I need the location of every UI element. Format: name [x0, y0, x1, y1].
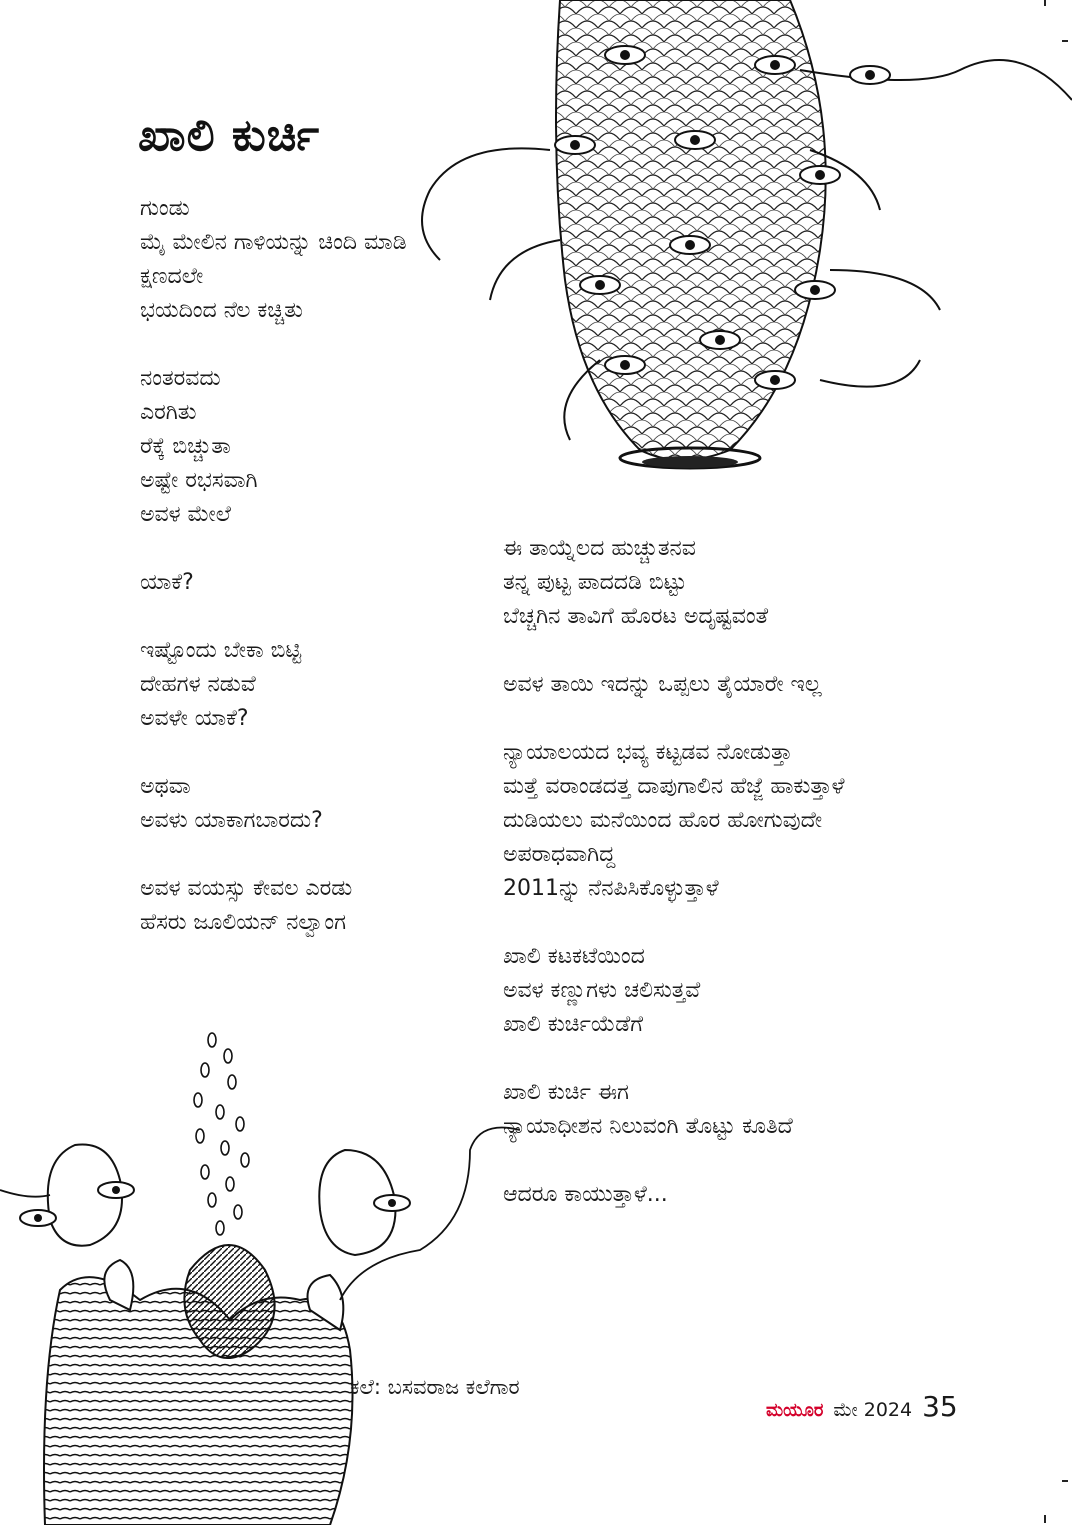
crop-mark [1044, 1515, 1046, 1523]
stanza [503, 532, 973, 634]
crop-mark [1062, 1480, 1068, 1482]
art-credit: ಕಲೆ: ಬಸವರಾಜ ಕಲೆಗಾರ [350, 1375, 520, 1399]
poem-line: 2011ನ್ನು ನೆನಪಿಸಿಕೊಳ್ಳುತ್ತಾಳೆ [503, 876, 719, 901]
poem-line: ಅಥವಾ [140, 774, 191, 799]
poem-line: ಆದರೂ ಕಾಯುತ್ತಾಳೆ... [503, 1182, 668, 1207]
poem-line: ತನ್ನ ಪುಟ್ಟ ಪಾದದಡಿ ಬಿಟ್ಟು [503, 570, 687, 595]
poem-line: ಖಾಲಿ ಕುರ್ಚಿಯೆಡೆಗೆ [503, 1012, 643, 1037]
poem-line: ಭಯದಿಂದ ನೆಲ ಕಚ್ಚಿತು [140, 298, 303, 323]
poem-line: ಬೆಚ್ಚಗಿನ ತಾವಿಗೆ ಹೊರಟ ಅದೃಷ್ಟವಂತೆ [503, 604, 769, 629]
poem-line: ದುಡಿಯಲು ಮನೆಯಿಂದ ಹೊರ ಹೋಗುವುದೇ [503, 808, 823, 833]
poem-line: ಮತ್ತೆ ವರಾಂಡದತ್ತ ದಾಪುಗಾಲಿನ ಹೆಜ್ಜೆ ಹಾಕುತ್ತಾಳೆ [503, 774, 845, 799]
stanza [503, 668, 973, 702]
poem-line: ಮೈ ಮೇಲಿನ ಗಾಳಿಯನ್ನು ಚಿಂದಿ ಮಾಡಿ [140, 230, 407, 255]
stanza [140, 634, 520, 736]
poem-line: ಅಷ್ಟೇ ರಭಸವಾಗಿ [140, 468, 258, 493]
poem-line: ಅವಳ ತಾಯಿ ಇದನ್ನು ಒಪ್ಪಲು ತೈಯಾರೇ ಇಲ್ಲ [503, 672, 822, 697]
poem-line: ಅವಳು ಯಾಕಾಗಬಾರದು? [140, 808, 323, 833]
poem-line: ಅವಳೇ ಯಾಕೆ? [140, 706, 249, 731]
stanza [140, 872, 520, 940]
stanza [503, 736, 973, 906]
stanza [140, 770, 520, 838]
poem-title: ಖಾಲಿ ಕುರ್ಚಿ [138, 110, 321, 161]
poem-column-right [503, 532, 973, 1246]
poem-line: ರೆಕ್ಕೆ ಬಿಚ್ಚುತಾ [140, 434, 231, 459]
poem-line: ಅವಳ ಕಣ್ಣುಗಳು ಚಲಿಸುತ್ತವೆ [503, 978, 701, 1003]
issue-date: ಮೇ 2024 [833, 1399, 913, 1421]
poem-line: ಯಾಕೆ? [140, 570, 194, 595]
stanza [503, 1178, 973, 1212]
poem-line: ಕ್ಷಣದಲೇ [140, 264, 204, 289]
poem-line: ಅವಳ ವಯಸ್ಸು ಕೇವಲ ಎರಡು [140, 876, 353, 901]
illustration-figure-faces [0, 1020, 520, 1525]
poem-line: ಗುಂಡು [140, 196, 190, 221]
stanza [140, 192, 520, 328]
poem-line: ನಂತರವದು [140, 366, 221, 391]
poem-line: ಎರಗಿತು [140, 400, 197, 425]
poem-line: ಇಷ್ಟೊಂದು ಬೇಕಾ ಬಿಟ್ಟಿ [140, 638, 302, 663]
stanza [503, 1076, 973, 1144]
magazine-logo: ಮಯೂರ [766, 1400, 824, 1421]
stanza [140, 362, 520, 532]
page-number: 35 [922, 1390, 958, 1423]
poem-line: ಖಾಲಿ ಕಟಕಟೆಯಿಂದ [503, 944, 645, 969]
poem-line: ನ್ಯಾಯಾಲಯದ ಭವ್ಯ ಕಟ್ಟಡವ ನೋಡುತ್ತಾ [503, 740, 793, 765]
poem-line: ದೇಹಗಳ ನಡುವೆ [140, 672, 256, 697]
stanza [503, 940, 973, 1042]
poem-line: ಹೆಸರು ಜೂಲಿಯನ್ ನಲ್ವಾಂಗ [140, 910, 347, 935]
poem-line: ಅಪರಾಧವಾಗಿದ್ದ [503, 842, 616, 867]
stanza [140, 566, 520, 600]
poem-line: ಅವಳ ಮೇಲೆ [140, 502, 231, 527]
page-footer [766, 1390, 958, 1423]
poem-column-left [140, 192, 520, 974]
poem-line: ನ್ಯಾಯಾಧೀಶನ ನಿಲುವಂಗಿ ತೊಟ್ಟು ಕೂತಿದೆ [503, 1114, 793, 1139]
poem-line: ಖಾಲಿ ಕುರ್ಚಿ ಈಗ [503, 1080, 629, 1105]
poem-line: ಈ ತಾಯ್ನೆಲದ ಹುಚ್ಚುತನವ [503, 536, 696, 561]
